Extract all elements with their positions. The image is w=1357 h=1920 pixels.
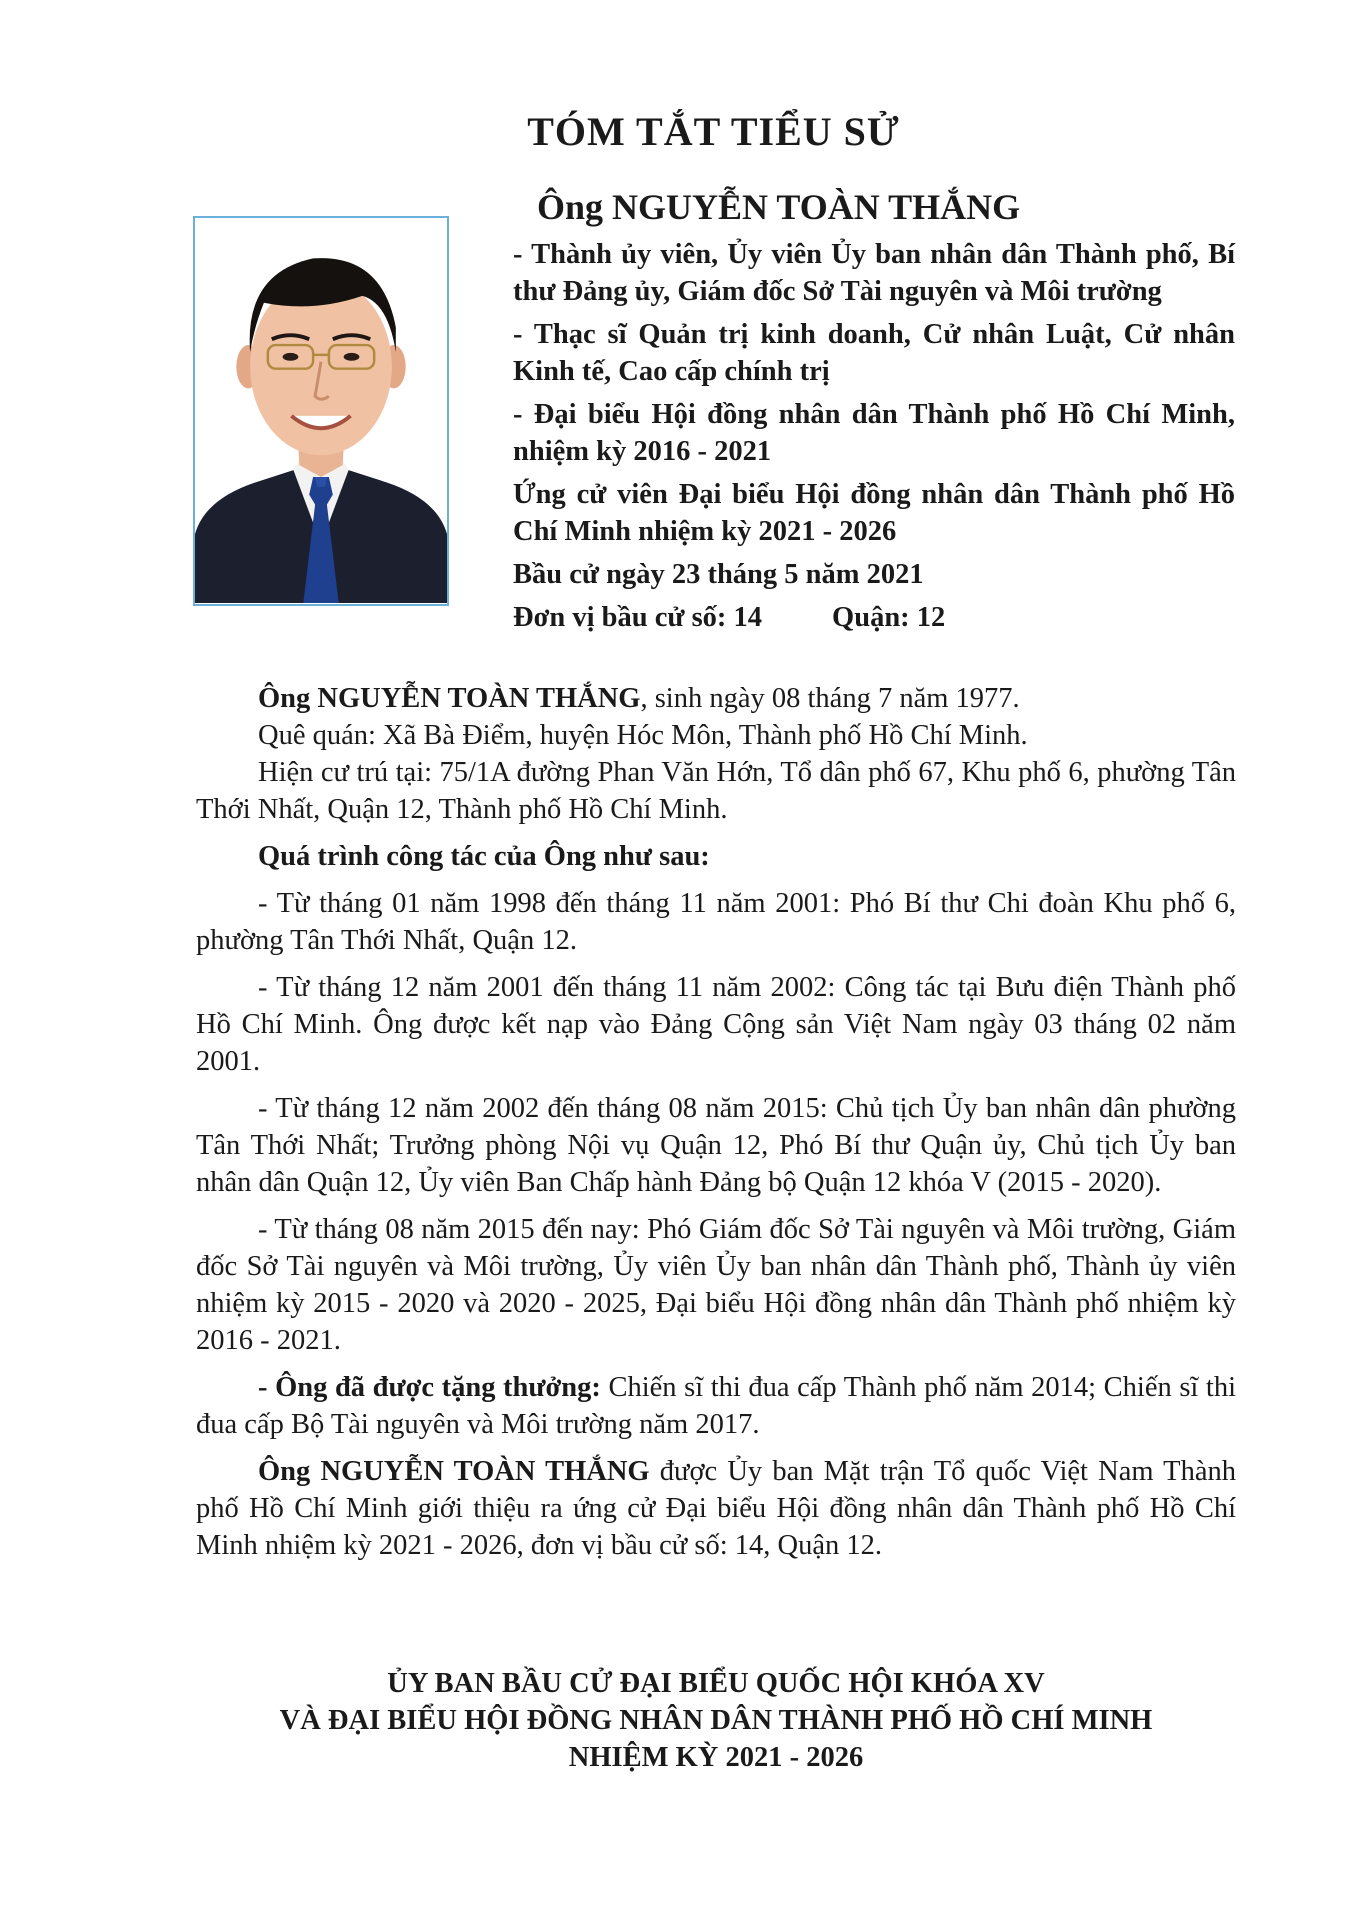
birth-paragraph (196, 680, 1236, 717)
closing-text: được Ủy ban Mặt trận Tổ quốc Việt Nam Thành phố Hồ Chí Minh giới thiệu ra ứng cử Đại biểu Hội đồng nhân dân Thành phố Hồ Chí Minh nhiệm kỳ 2021 - 2026, đơn vị bầu cử số: 14, Quận 12. (196, 1456, 1236, 1561)
candidacy-line: Ứng cử viên Đại biểu Hội đồng nhân dân Thành phố Hồ Chí Minh nhiệm kỳ 2021 - 2026 (513, 479, 1235, 547)
career-item: - Từ tháng 12 năm 2001 đến tháng 11 năm 2002: Công tác tại Bưu điện Thành phố Hồ Chí Minh. Ông được kết nạp vào Đảng Cộng sản Việt Nam ngày 03 tháng 02 năm 2001. (196, 972, 1236, 1077)
electoral-unit: Đơn vị bầu cử số: 14 (513, 602, 763, 633)
career-heading-text: Quá trình công tác của Ông như sau: (258, 841, 710, 872)
electoral-unit-line (513, 599, 1235, 636)
career-item: - Từ tháng 12 năm 2002 đến tháng 08 năm 2015: Chủ tịch Ủy ban nhân dân phường Tân Thới Nhất; Trưởng phòng Nội vụ Quận 12, Phó Bí thư Quận ủy, Chủ tịch Ủy ban nhân dân Quận 12, Ủy viên Ban Chấp hành Đảng bộ Quận 12 khóa V (2015 - 2020). (196, 1093, 1236, 1198)
portrait-illustration (195, 218, 447, 604)
role-line: - Đại biểu Hội đồng nhân dân Thành phố Hồ Chí Minh, nhiệm kỳ 2016 - 2021 (513, 399, 1235, 467)
career-heading (196, 838, 1236, 875)
closing-paragraph (196, 1453, 1236, 1564)
portrait-photo (193, 216, 449, 606)
candidate-name-heading: Ông NGUYỄN TOÀN THẮNG (537, 187, 1021, 227)
career-item: - Từ tháng 08 năm 2015 đến nay: Phó Giám đốc Sở Tài nguyên và Môi trường, Giám đốc Sở Tài nguyên và Môi trường, Ủy viên Ủy ban nhân dân Thành phố, Thành ủy viên nhiệm kỳ 2015 - 2020 và 2020 - 2025, Đại biểu Hội đồng nhân dân Thành phố nhiệm kỳ 2016 - 2021. (196, 1214, 1236, 1356)
residence-paragraph: Hiện cư trú tại: 75/1A đường Phan Văn Hớn, Tổ dân phố 67, Khu phố 6, phường Tân Thới Nhất, Quận 12, Thành phố Hồ Chí Minh. (196, 757, 1236, 825)
election-date: Bầu cử ngày 23 tháng 5 năm 2021 (513, 559, 924, 590)
role-line: - Thành ủy viên, Ủy viên Ủy ban nhân dân Thành phố, Bí thư Đảng ủy, Giám đốc Sở Tài nguyên và Môi trường (513, 239, 1235, 307)
issuing-committee (196, 1665, 1236, 1776)
footer-line: NHIỆM KỲ 2021 - 2026 (568, 1742, 864, 1773)
footer-line: VÀ ĐẠI BIỂU HỘI ĐỒNG NHÂN DÂN THÀNH PHỐ HỒ CHÍ MINH (279, 1705, 1153, 1736)
birth-text: , sinh ngày 08 tháng 7 năm 1977. (640, 683, 1020, 714)
awards-paragraph (196, 1369, 1236, 1443)
district: Quận: 12 (832, 602, 946, 633)
page-title: TÓM TẮT TIỂU SỬ (527, 109, 900, 154)
hometown-paragraph: Quê quán: Xã Bà Điểm, huyện Hóc Môn, Thành phố Hồ Chí Minh. (258, 720, 1028, 751)
closing-name: Ông NGUYỄN TOÀN THẮNG (258, 1456, 650, 1487)
awards-text: Chiến sĩ thi đua cấp Thành phố năm 2014; Chiến sĩ thi đua cấp Bộ Tài nguyên và Môi trường năm 2017. (196, 1372, 1237, 1440)
role-line: - Thạc sĩ Quản trị kinh doanh, Cử nhân Luật, Cử nhân Kinh tế, Cao cấp chính trị (513, 319, 1235, 387)
bio-name: Ông NGUYỄN TOÀN THẮNG (258, 683, 641, 714)
biography-body (196, 680, 1236, 1564)
footer-line: ỦY BAN BẦU CỬ ĐẠI BIỂU QUỐC HỘI KHÓA XV (387, 1668, 1045, 1699)
career-item: - Từ tháng 01 năm 1998 đến tháng 11 năm 2001: Phó Bí thư Chi đoàn Khu phố 6, phường Tân Thới Nhất, Quận 12. (196, 888, 1236, 956)
awards-label: - Ông đã được tặng thưởng: (258, 1372, 601, 1403)
candidate-summary (513, 236, 1235, 642)
